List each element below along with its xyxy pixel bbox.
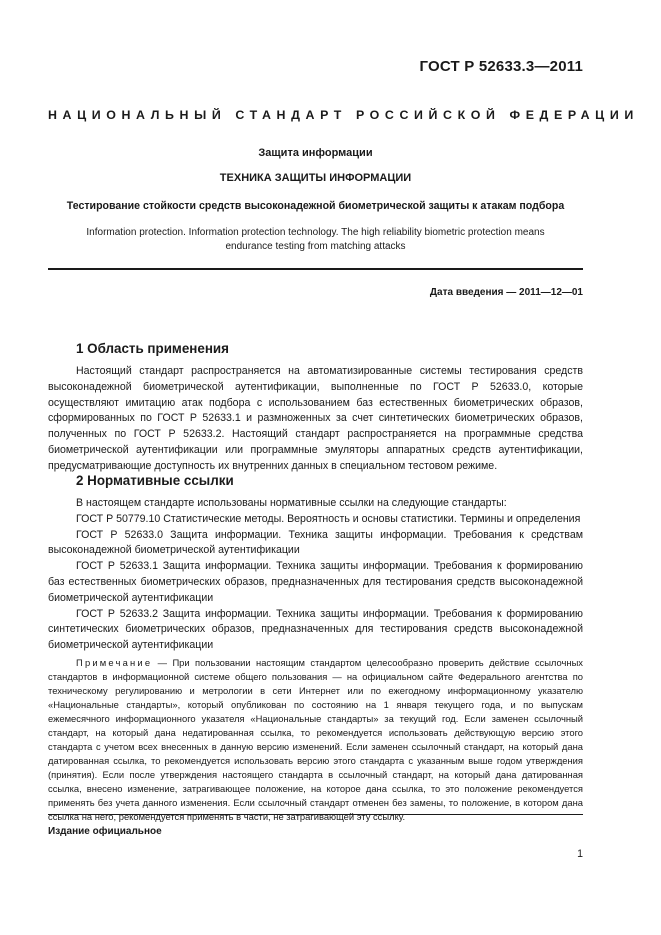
- title-category: Защита информации: [258, 147, 373, 159]
- note-block: [48, 656, 583, 824]
- note-text: — При пользовании настоящим стандартом целесообразно проверить действие ссылочных стандартов в информационной системе общего пользования — на официальном сайте Федерального агентства по техническому регулированию и метрологии в сети Интернет или по ежегодному информационному указателю «Национальные стандарты», который опубликован по состоянию на 1 января текущего года, и по выпускам ежемесячного информационного указателя «Национальные стандарты» за текущий год. Если заменен ссылочный стандарт, на который дана недатированная ссылка, то рекомендуется использовать действующую версию этого стандарта с учетом всех внесенных в данную версию изменений. Если заменен ссылочный стандарт, на который дана датированная ссылка, то рекомендуется использовать версию этого стандарта с указанным выше годом утверждения (принятия). Если после утверждения настоящего стандарта в ссылочный стандарт, на который дана датированная ссылка, внесено изменение, затрагивающее положение, на которое дана ссылка, то это положение рекомендуется применять без учета данного изменения. Если ссылочный стандарт отменен без замены, то положение, в котором дана ссылка на него, рекомендуется применять в части, не затрагивающей эту ссылку.: [48, 657, 583, 822]
- title-english: Information protection. Information protection technology. The high reliability biometric protection means endurance testing from matching attacks: [86, 227, 545, 252]
- introduction-date: Дата введения — 2011—12—01: [429, 287, 583, 298]
- normative-references: [48, 496, 583, 654]
- official-edition-label: Издание официальное: [48, 826, 162, 837]
- note-label: Примечание: [76, 657, 153, 668]
- references-intro: В настоящем стандарте использованы нормативные ссылки на следующие стандарты:: [76, 497, 507, 509]
- footer-divider: [48, 814, 583, 815]
- reference-item: ГОСТ Р 50779.10 Статистические методы. Вероятность и основы статистики. Термины и определения: [76, 512, 581, 525]
- title-main: ТЕХНИКА ЗАЩИТЫ ИНФОРМАЦИИ: [219, 172, 412, 184]
- title-subject: Тестирование стойкости средств высоконадежной биометрической защиты к атакам подбора: [66, 200, 565, 212]
- section-1-text: Настоящий стандарт распространяется на автоматизированные системы тестирования средств высоконадежной биометрической аутентификации, выполненные по ГОСТ Р 52633.0, которые осуществляют имитацию атак подбора с использованием баз естественных биометрических образов, сформированных по ГОСТ Р 52633.1 и размноженных за счет синтетических биометрических образов, полученных по ГОСТ Р 52633.2. Настоящий стандарт распространяется на программные средства биометрической аутентификации или программные эмуляторы аппаратных средств аутентификации, предусматривающие доступность их внутренних данных в специальном тестовом режиме.: [48, 365, 583, 472]
- page-number: 1: [577, 848, 583, 860]
- section-2-heading: 2 Нормативные ссылки: [76, 473, 234, 488]
- reference-item: ГОСТ Р 52633.1 Защита информации. Техника защиты информации. Требования к формированию баз естественных биометрических образов, предназначенных для тестирования средств высоконадежной биометрической аутентификации: [48, 560, 583, 604]
- reference-item: ГОСТ Р 52633.0 Защита информации. Техника защиты информации. Требования к средствам высоконадежной биометрической аутентификации: [48, 528, 583, 557]
- section-1-heading: 1 Область применения: [76, 341, 229, 356]
- title-divider: [48, 268, 583, 270]
- document-id: ГОСТ Р 52633.3—2011: [419, 58, 583, 75]
- national-standard-banner: НАЦИОНАЛЬНЫЙ СТАНДАРТ РОССИЙСКОЙ ФЕДЕРАЦИИ: [48, 108, 639, 122]
- reference-item: ГОСТ Р 52633.2 Защита информации. Техника защиты информации. Требования к формированию синтетических биометрических образов, предназначенных для тестирования средств высоконадежной биометрической аутентификации: [48, 607, 583, 652]
